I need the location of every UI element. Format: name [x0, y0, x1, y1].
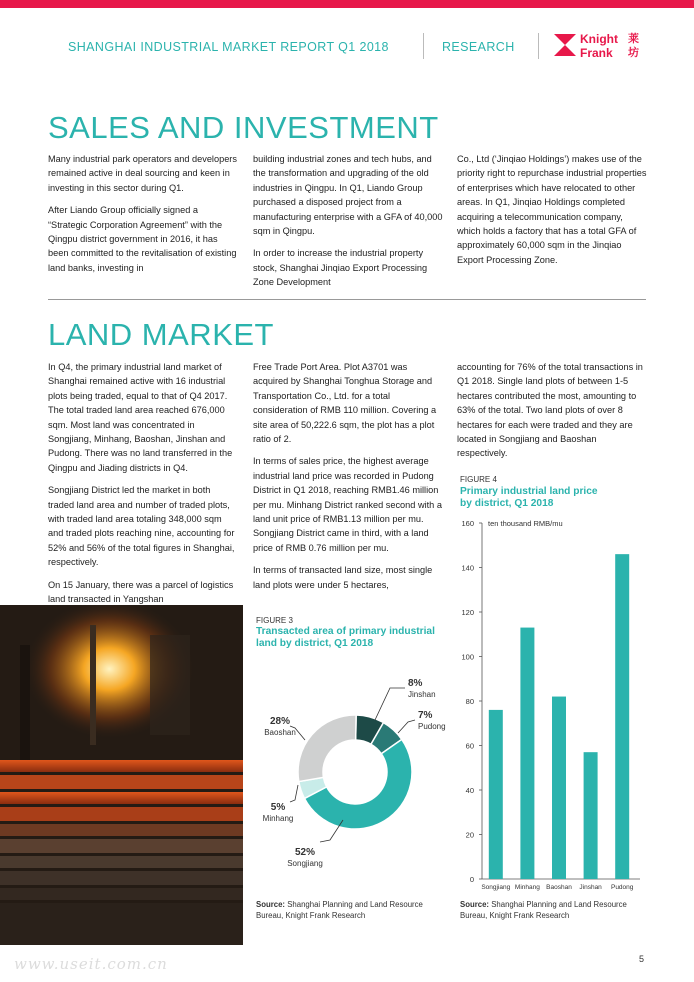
x-tick-label: Pudong [610, 884, 634, 891]
header-divider [423, 33, 424, 59]
logo-chinese [628, 32, 639, 60]
figure-4-label: FIGURE 4 [460, 475, 497, 484]
sales-investment-heading: SALES AND INVESTMENT [48, 110, 439, 145]
figure-4-title-line: by district, Q1 2018 [460, 498, 554, 509]
figure-3-label: FIGURE 3 [256, 616, 293, 625]
source-text: Bureau, Knight Frank Research [460, 911, 570, 920]
source-text: Bureau, Knight Frank Research [256, 911, 366, 920]
report-title: SHANGHAI INDUSTRIAL MARKET REPORT Q1 2018 [68, 40, 389, 54]
source-text: Shanghai Planning and Land Resource [489, 900, 627, 909]
paragraph: In terms of transacted land size, most single land plots were under 5 hectares, [253, 565, 433, 590]
paragraph: Songjiang District led the market in both traded land area and number of traded plots, with traded land area totaling 348,000 sqm and traded plots reaching nine, accounting for 52% and 56% of the total figures in Shanghai, respectively. [48, 485, 235, 568]
bar-pudong [615, 554, 629, 879]
source-label: Source: [460, 900, 490, 909]
slice-value-label: 8% [408, 678, 423, 689]
x-tick-label: Songjiang [481, 884, 511, 891]
bar-minhang [520, 628, 534, 879]
y-tick-label: 140 [461, 563, 474, 573]
figure-4-source [460, 899, 627, 921]
watermark: www.useit.com.cn [14, 955, 168, 973]
y-tick-label: 100 [461, 652, 474, 662]
sales-column-3 [457, 152, 647, 275]
source-text: Shanghai Planning and Land Resource [285, 900, 423, 909]
y-axis-label: ten thousand RMB/mu [488, 519, 563, 528]
figure-3-title-line: land by district, Q1 2018 [256, 638, 374, 649]
paragraph: Many industrial park operators and developers remained active in deal sourcing and keen in investing in this sector during Q1. [48, 154, 237, 193]
slice-category-label: Songjiang [287, 859, 323, 868]
x-tick-label: Baoshan [546, 884, 572, 891]
logo-line-1: Knight [580, 32, 618, 46]
photo-illustration [0, 605, 243, 945]
land-column-2 [253, 360, 443, 600]
bar-baoshan [552, 697, 566, 879]
paragraph: accounting for 76% of the total transactions in Q1 2018. Single land plots of between 1-5 hectares contributed the most, amounting to 63% of the total. Two land plots of over 8 hectares for each were traded and they are located in Songjiang and Baoshan respectively. [457, 362, 643, 459]
source-label: Source: [256, 900, 286, 909]
slice-category-label: Baoshan [264, 728, 296, 737]
paragraph: building industrial zones and tech hubs, and the transformation and upgrading of the old industries in Qingpu. In Q1, Liando Group purchased a disposed project from a manufacturing enterprise with a GFA of 40,000 sqm in Qingpu. [253, 154, 443, 237]
section-divider [48, 299, 646, 300]
slice-value-label: 52% [294, 847, 316, 858]
paragraph: In order to increase the industrial property stock, Shanghai Jinqiao Export Processing Zone Development [253, 248, 428, 288]
y-tick-label: 60 [465, 741, 474, 751]
logo-line-2: Frank [580, 46, 613, 60]
steel-mill-photo [0, 605, 243, 945]
slice-value-label: 28% [269, 716, 291, 727]
bar-songjiang [489, 710, 503, 879]
paragraph: After Liando Group officially signed a “Strategic Corporation Agreement” with the Qingpu district government in 2016, it has been committed to the revitalisation of existing land banks, investing in [48, 205, 237, 273]
slice-category-label: Pudong [418, 722, 446, 731]
logo-wordmark [580, 32, 618, 60]
land-market-heading: LAND MARKET [48, 317, 274, 352]
paragraph: Free Trade Port Area. Plot A3701 was acquired by Shanghai Tonghua Storage and Transportation Co., Ltd. for a total consideration of RMB 110 million. Covering a site area of 50,222.6 sqm, the plot has a plot ratio of 2. [253, 362, 437, 445]
leader-line [398, 720, 415, 733]
logo-cn-2: 坊 [628, 47, 639, 59]
x-tick-label: Jinshan [579, 884, 602, 891]
slice-value-label: 5% [270, 802, 286, 813]
logo-cn-1: 莱 [628, 33, 639, 45]
leader-line [375, 688, 405, 720]
paragraph: On 15 January, there was a parcel of logistics land transacted in Yangshan [48, 579, 234, 605]
page-number: 5 [639, 954, 645, 964]
leader-line [290, 785, 298, 802]
knight-frank-logo [554, 32, 644, 60]
slice-category-label: Minhang [262, 814, 294, 823]
header-divider [538, 33, 539, 59]
sales-column-2 [253, 152, 443, 298]
y-tick-label: 20 [465, 830, 474, 840]
donut-slice-baoshan [298, 715, 356, 782]
y-tick-label: 0 [469, 875, 474, 884]
section-label: RESEARCH [442, 40, 515, 54]
sales-column-1 [48, 152, 238, 283]
logo-mark-icon [554, 32, 576, 58]
paragraph: In terms of sales price, the highest average industrial land price was recorded in Pudong District in Q1 2018, reaching RMB1.46 million per mu. Minhang District ranked second with a land unit price of RMB1.13 million per mu. Songjiang District came in third, with a land price of RMB 0.76 million per mu. [253, 456, 442, 553]
donut-chart [250, 660, 446, 890]
y-tick-label: 80 [465, 697, 474, 706]
paragraph: Co., Ltd (‘Jinqiao Holdings’) makes use of the priority right to repurchase industrial properties of enterprises which have relocated to other areas. In Q1, Jinqiao Holdings completed acquiring a telecommunication company, which holds a factory that has a total GFA of approximately 60,000 sqm in the Jinqiao Export Processing Zone. [457, 154, 647, 265]
x-tick-label: Minhang [514, 884, 540, 891]
land-column-1 [48, 360, 238, 615]
figure-3-title-line: Transacted area of primary industrial [256, 626, 435, 637]
paragraph: In Q4, the primary industrial land market of Shanghai remained active with 16 industrial plots being traded, equal to that of Q4 2017. The total traded land area reached 676,000 sqm. Most land was concentrated in Songjiang, Minhang, Baoshan, Jinshan and Pudong. There was no land transferred in the Qingpu and Jiading districts in Q4. [48, 362, 233, 473]
land-column-3 [457, 360, 647, 469]
figure-3-title [256, 626, 435, 650]
y-tick-label: 120 [461, 608, 474, 617]
slice-category-label: Jinshan [408, 690, 436, 699]
bar-chart [452, 512, 646, 896]
bar-jinshan [584, 752, 598, 879]
y-tick-label: 40 [465, 786, 474, 795]
figure-4-title-line: Primary industrial land price [460, 486, 598, 497]
y-tick-label: 160 [461, 519, 474, 528]
slice-value-label: 7% [418, 710, 433, 721]
figure-4-title [460, 486, 598, 510]
figure-3-source [256, 899, 423, 921]
top-accent-bar [0, 0, 694, 8]
